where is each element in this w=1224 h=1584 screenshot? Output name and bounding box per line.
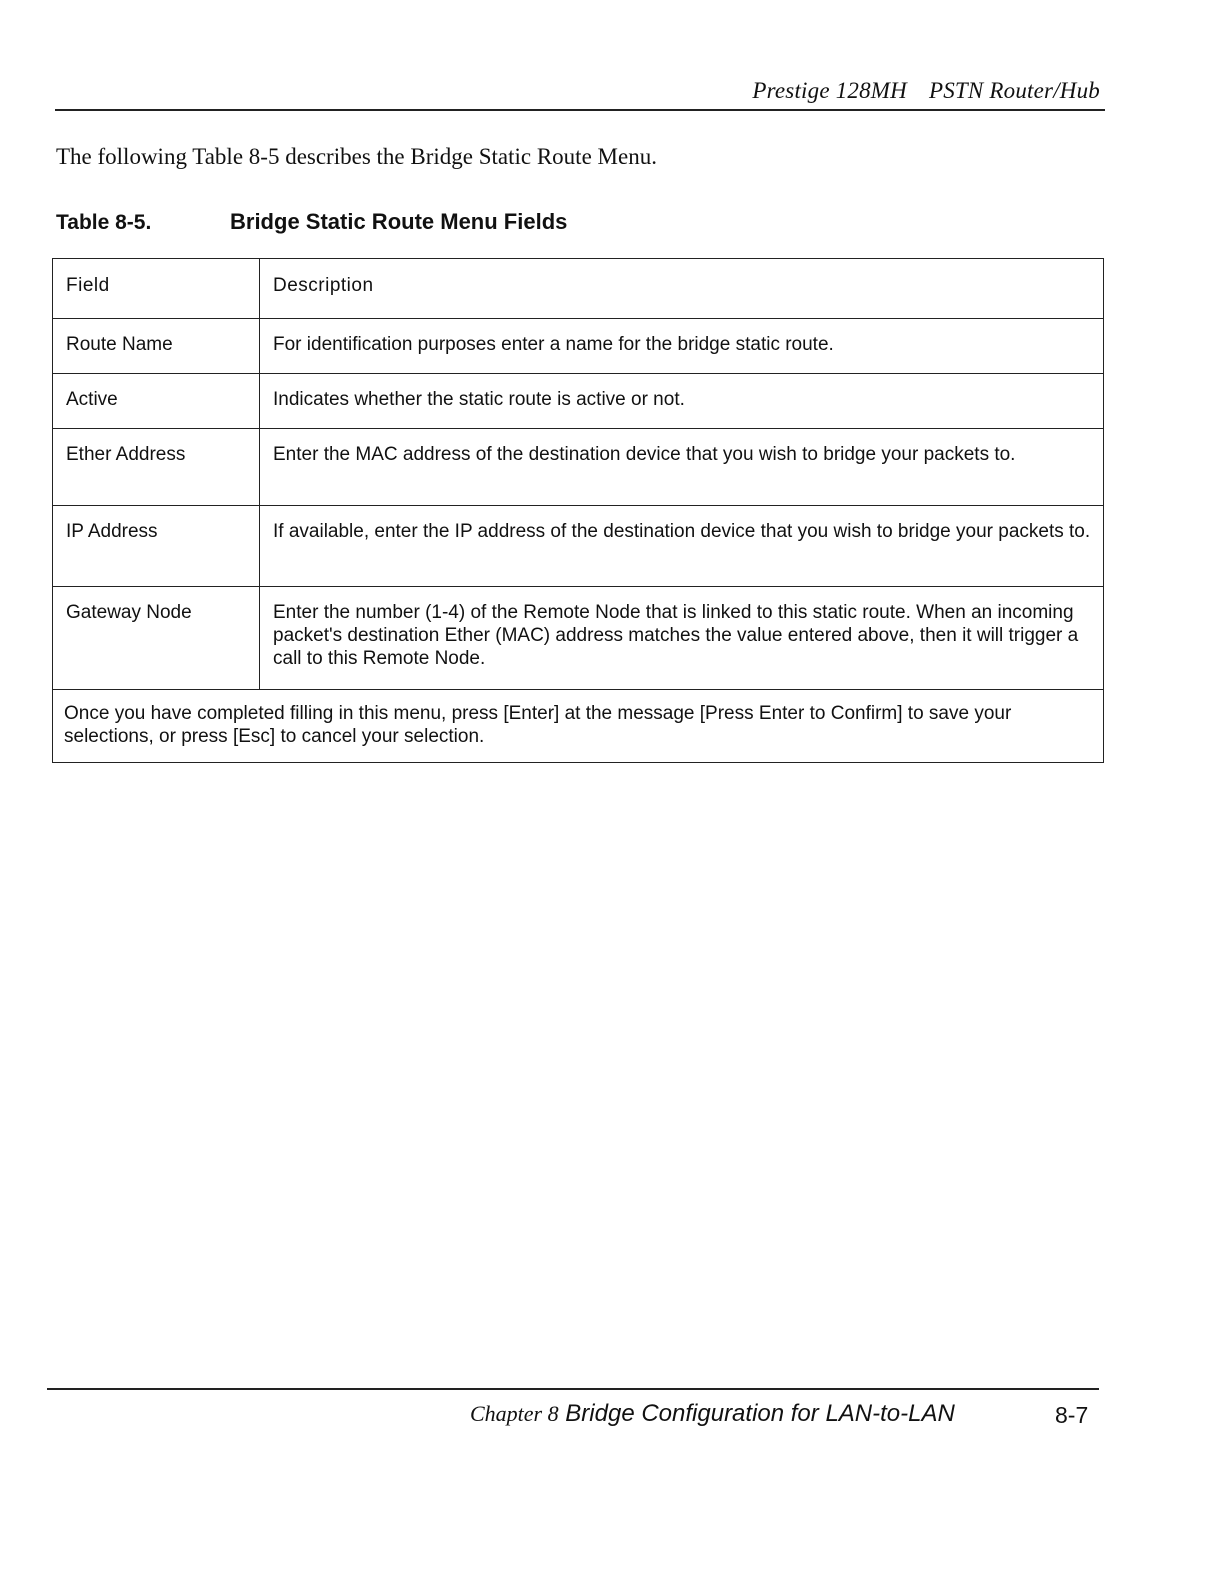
table-caption	[56, 209, 567, 235]
table-note: Once you have completed filling in this menu, press [Enter] at the message [Press Enter to Confirm] to save your selections, or press [Esc] to cancel your selection.	[53, 690, 1104, 763]
table-title: Bridge Static Route Menu Fields	[230, 209, 568, 234]
field-cell: IP Address	[53, 506, 260, 587]
intro-paragraph: The following Table 8-5 describes the Bridge Static Route Menu.	[56, 144, 657, 169]
page-number: 8-7	[1055, 1402, 1089, 1428]
table-row	[53, 506, 1104, 587]
header-subtitle: PSTN Router/Hub	[928, 78, 1100, 103]
description-cell: For identification purposes enter a name for the bridge static route.	[260, 319, 1104, 374]
description-cell: Indicates whether the static route is active or not.	[260, 374, 1104, 429]
table-note-row	[53, 690, 1104, 763]
description-cell: Enter the MAC address of the destination device that you wish to bridge your packets to.	[260, 429, 1104, 506]
table-row	[53, 319, 1104, 374]
description-cell: Enter the number (1-4) of the Remote Node that is linked to this static route. When an incoming packet's destination Ether (MAC) address matches the value entered above, then it will trigger a call to this Remote Node.	[260, 587, 1104, 690]
column-header-description: Description	[260, 259, 1104, 319]
header-rule	[55, 109, 1105, 111]
footer-rule	[47, 1388, 1099, 1390]
footer-chapter	[470, 1400, 955, 1428]
table-number: Table 8-5.	[56, 211, 152, 234]
field-cell: Ether Address	[53, 429, 260, 506]
column-header-field: Field	[53, 259, 260, 319]
fields-table	[52, 258, 1104, 763]
footer-chapter-title: Bridge Configuration for LAN-to-LAN	[565, 1400, 955, 1427]
table-row	[53, 374, 1104, 429]
field-cell: Route Name	[53, 319, 260, 374]
field-cell: Active	[53, 374, 260, 429]
description-cell: If available, enter the IP address of the destination device that you wish to bridge your packets to.	[260, 506, 1104, 587]
table-row	[53, 429, 1104, 506]
footer-chapter-lead: Chapter 8	[470, 1401, 559, 1426]
field-cell: Gateway Node	[53, 587, 260, 690]
table-row	[53, 587, 1104, 690]
header-product: Prestige 128MH	[752, 78, 907, 103]
running-header	[700, 78, 1100, 104]
table-header-row	[53, 259, 1104, 319]
